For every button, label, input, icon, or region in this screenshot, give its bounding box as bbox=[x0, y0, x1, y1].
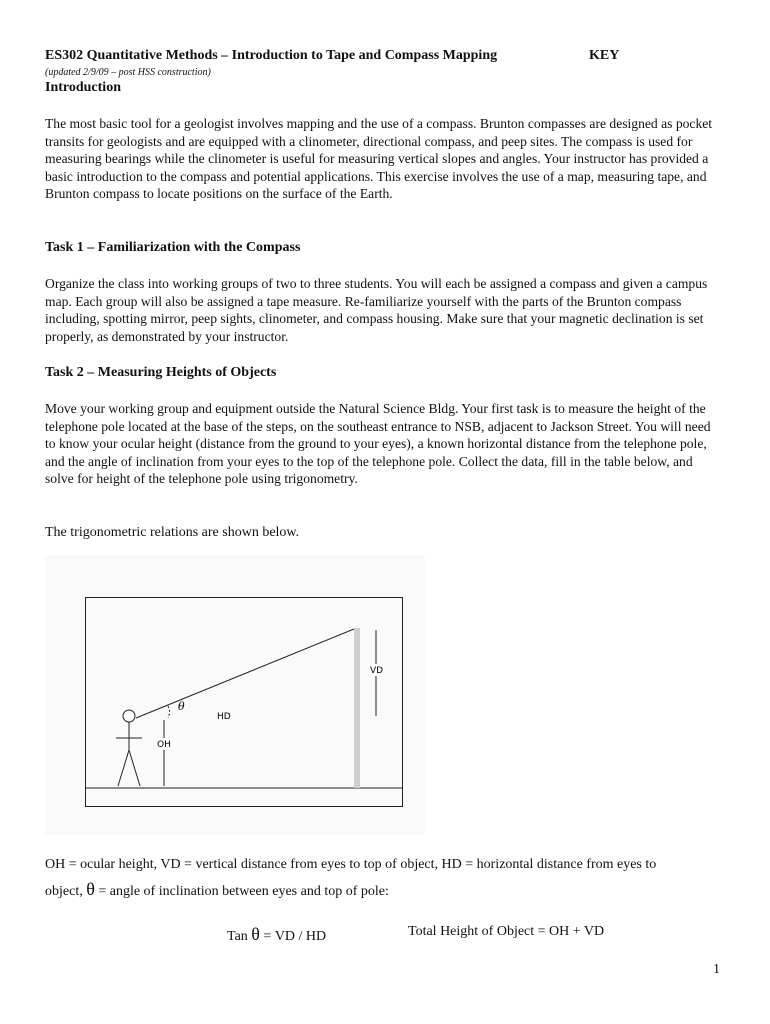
theta-arc bbox=[168, 706, 170, 718]
document-title: ES302 Quantitative Methods – Introduction to Tape and Compass Mapping bbox=[45, 48, 498, 63]
tangent-formula bbox=[227, 924, 326, 945]
definitions-prefix: object, bbox=[45, 884, 87, 899]
theta-symbol: θ bbox=[86, 879, 95, 899]
sight-line bbox=[136, 629, 354, 718]
page-number: 1 bbox=[713, 962, 720, 977]
task1-heading: Task 1 – Familiarization with the Compass bbox=[45, 240, 301, 255]
telephone-pole bbox=[354, 628, 360, 788]
relations-intro: The trigonometric relations are shown below. bbox=[45, 525, 300, 540]
task1-paragraph: Organize the class into working groups of two to three students. You will each be assigned a compass and given a campus map. Each group will also be assigned a tape measure. Re-familiarize yourself with the parts of the Brunton compass including, spotting mirror, peep sights, clinometer, and compass housing. Make sure that your magnetic declination is set properly, as demonstrated by your instructor. bbox=[45, 276, 708, 344]
total-height-formula: Total Height of Object = OH + VD bbox=[408, 924, 605, 939]
oh-label: OH bbox=[157, 740, 171, 750]
trig-diagram-svg bbox=[86, 598, 402, 806]
tan-theta-symbol: θ bbox=[251, 924, 260, 944]
vd-label: VD bbox=[370, 666, 384, 676]
intro-paragraph: The most basic tool for a geologist involves mapping and the use of a compass. Brunton compasses are designed as pocket transits for geologists and are equipped with a clinometer, directional compass, and peep sites. The compass is used for measuring bearings while the clinometer is useful for measuring vertical slopes and angles. Your instructor has provided a basic introduction to the compass and potential applications. This exercise involves the use of a map, measuring tape, and Brunton compass to locate positions on the surface of the Earth. bbox=[45, 116, 713, 202]
definitions-line-1: OH = ocular height, VD = vertical distance from eyes to top of object, HD = horizontal distance from eyes to bbox=[45, 857, 657, 872]
observer-figure bbox=[116, 710, 142, 786]
key-label: KEY bbox=[589, 48, 620, 63]
trig-diagram bbox=[85, 597, 403, 807]
definitions-suffix: = angle of inclination between eyes and top of pole: bbox=[94, 884, 389, 899]
tan-prefix: Tan bbox=[227, 929, 252, 944]
definitions-line-2 bbox=[45, 879, 389, 900]
task2-heading: Task 2 – Measuring Heights of Objects bbox=[45, 365, 277, 380]
tan-suffix: = VD / HD bbox=[259, 929, 327, 944]
hd-label: HD bbox=[217, 712, 231, 722]
theta-label: θ bbox=[178, 700, 185, 713]
updated-note: (updated 2/9/09 – post HSS construction) bbox=[45, 67, 211, 78]
intro-heading: Introduction bbox=[45, 80, 121, 95]
task2-paragraph: Move your working group and equipment outside the Natural Science Bldg. Your first task is to measure the height of the telephone pole located at the base of the steps, on the southeast entrance to NSB, adjacent to Jackson Street. You will need to know your ocular height (distance from the ground to your eyes), a known horizontal distance from the telephone pole, and the angle of inclination from your eyes to the top of the telephone pole. Collect the data, fill in the table below, and solve for height of the telephone pole using trigonometry. bbox=[45, 401, 711, 487]
